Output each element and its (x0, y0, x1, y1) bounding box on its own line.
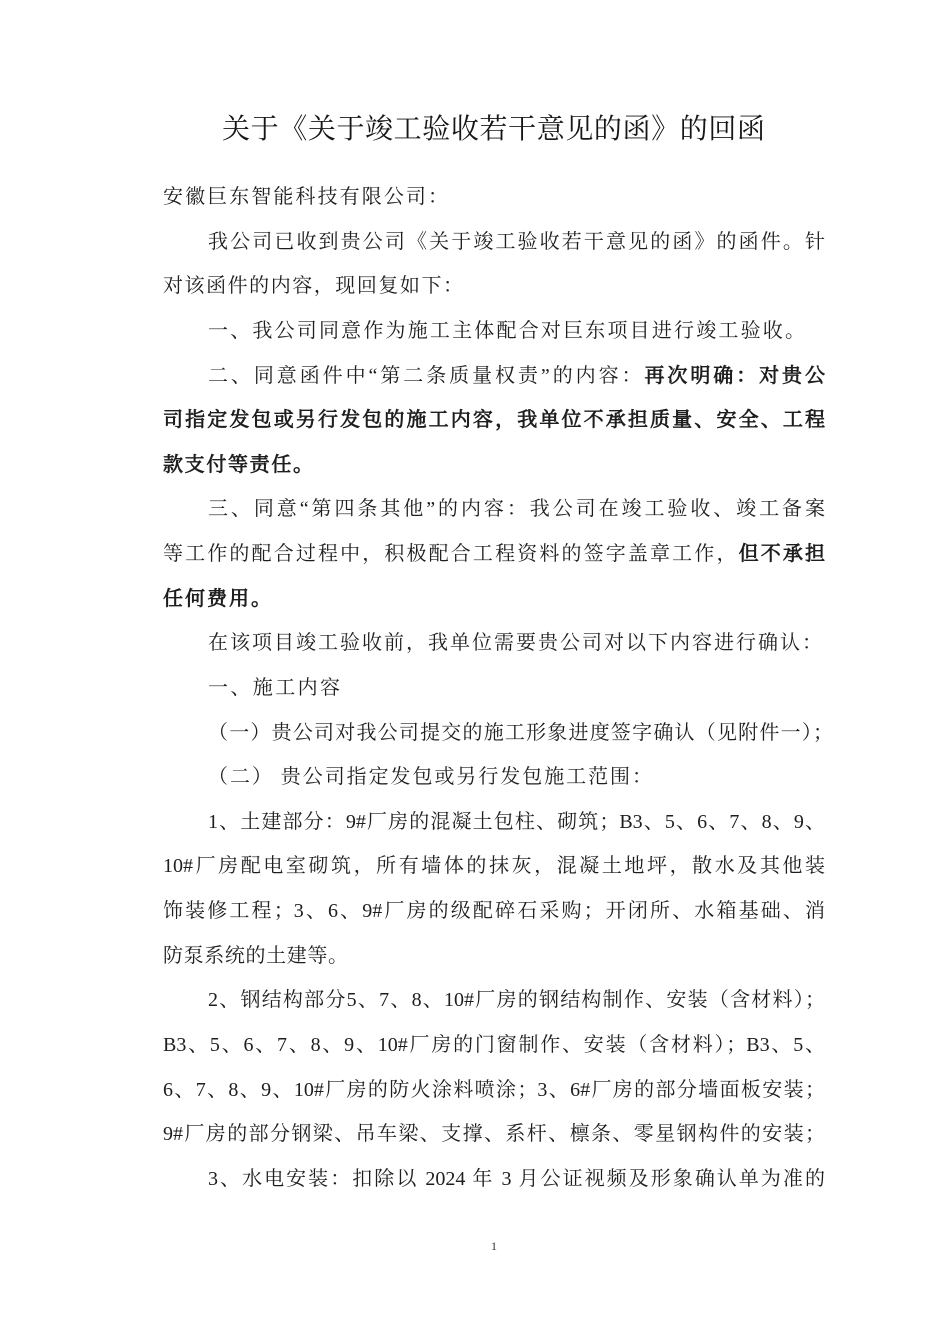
civil-works-line: 防泵系统的土建等。 (163, 944, 348, 967)
reply-point-2-emphasis-line: 款支付等责任。 (163, 453, 313, 476)
confirmation-intro-line: 在该项目竣工验收前，我单位需要贵公司对以下内容进行确认： (208, 632, 822, 655)
reply-point-1-line: 一、我公司同意作为施工主体配合对巨东项目进行竣工验收。 (208, 319, 805, 342)
document-title: 关于《关于竣工验收若干意见的函》的回函 (222, 114, 765, 145)
steel-structure-line: 2、钢结构部分5、7、8、10#厂房的钢结构制作、安装（含材料）； (208, 989, 825, 1012)
steel-structure-line: 9#厂房的部分钢梁、吊车梁、支撑、系杆、檩条、零星钢构件的安装； (163, 1123, 825, 1146)
reply-point-2-emphasis: 再次明确：对贵公 (644, 364, 825, 387)
steel-structure-line: 6、7、8、9、10#厂房的防火涂料喷涂；3、6#厂房的部分墙面板安装； (163, 1078, 825, 1101)
mep-installation-line: 3、水电安装：扣除以 2024 年 3 月公证视频及形象确认单为准的 (208, 1167, 825, 1190)
civil-works-line: 饰装修工程；3、6、9#厂房的级配碎石采购；开闭所、水箱基础、消 (163, 900, 825, 922)
reply-point-3-emphasis-line: 任何费用。 (163, 587, 271, 610)
civil-works-line: 1、土建部分：9#厂房的混凝土包柱、砌筑；B3、5、6、7、8、9、 (208, 810, 825, 833)
intro-line: 我公司已收到贵公司《关于竣工验收若干意见的函》的函件。针 (208, 230, 825, 253)
steel-structure-line: B3、5、6、7、8、9、10#厂房的门窗制作、安装（含材料）；B3、5、 (163, 1033, 825, 1056)
intro-line: 对该函件的内容，现回复如下： (163, 275, 463, 298)
reply-point-3-line: 三、同意“第四条其他”的内容：我公司在竣工验收、竣工备案 (208, 498, 825, 521)
salutation-line: 安徽巨东智能科技有限公司： (163, 186, 448, 208)
reply-point-2-line (208, 354, 825, 399)
section-1-heading: 一、施工内容 (208, 676, 340, 699)
reply-point-3-line (163, 532, 825, 577)
section-1-sub-item-2: （二） 贵公司指定发包或另行发包施工范围： (208, 766, 652, 789)
page-number: 1 (491, 1239, 497, 1253)
section-1-sub-item-1: （一）贵公司对我公司提交的施工形象进度签字确认（见附件一）； (208, 721, 833, 744)
reply-point-3-text: 等工作的配合过程中，积极配合工程资料的签字盖章工作， (163, 543, 739, 565)
civil-works-line: 10#厂房配电室砌筑，所有墙体的抹灰，混凝土地坪，散水及其他装 (163, 855, 825, 878)
reply-point-2-lead: 二、同意函件中“第二条质量权责”的内容： (208, 364, 645, 387)
reply-point-2-emphasis-line: 司指定发包或另行发包的施工内容，我单位不承担质量、安全、工程 (163, 409, 825, 432)
document-body (163, 175, 833, 1201)
reply-point-3-emphasis: 但不承担 (738, 543, 825, 565)
